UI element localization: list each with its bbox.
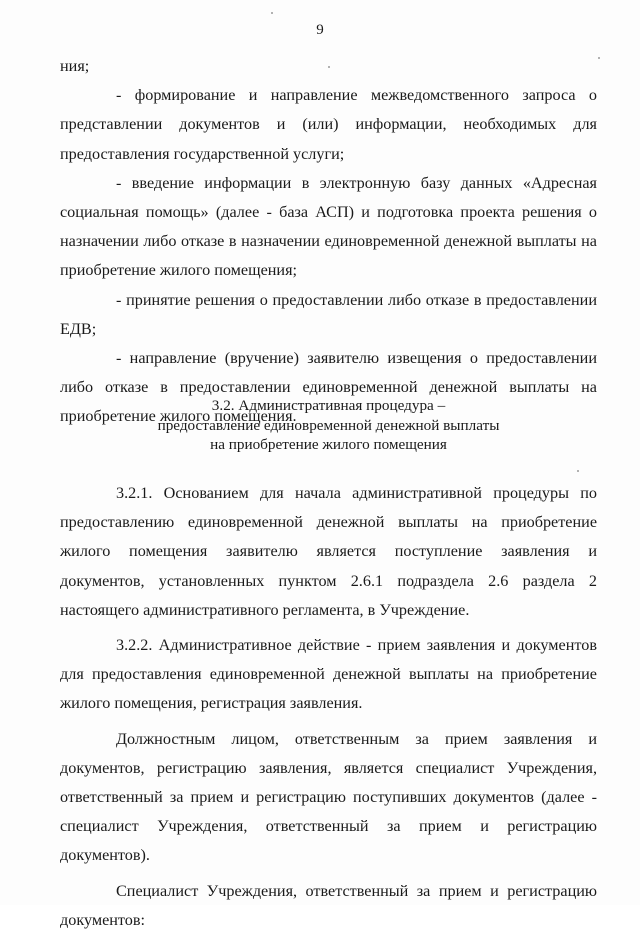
paragraph: ния; (60, 57, 90, 75)
paragraph: - формирование и направление межведомственного запроса о представлении документов и (или) информации, необходимых для предоставления государственной услуги; (60, 86, 597, 163)
section-heading-line: предоставление единовременной денежной выплаты (157, 416, 500, 434)
paragraph: 3.2.2. Административное действие - прием заявления и документов для предоставления единовременной денежной выплаты на приобретение жилого помещения, регистрация заявления. (60, 636, 597, 713)
bottom-text-block (60, 479, 597, 935)
paragraph: - принятие решения о предоставлении либо отказе в предоставлении ЕДВ; (60, 290, 597, 338)
section-heading-line: 3.2. Административная процедура – (211, 397, 446, 414)
scan-speck (328, 66, 330, 68)
scan-speck (271, 12, 273, 14)
section-heading (60, 396, 597, 455)
scan-speck (577, 470, 579, 472)
paragraph: Должностным лицом, ответственным за прием заявления и документов, регистрацию заявления, является специалист Учреждения, ответственный за прием и регистрацию поступивших документов (далее - специалист Учреждения, ответственный за прием и регистрацию документов). (60, 729, 597, 865)
paragraph: - введение информации в электронную базу данных «Адресная социальная помощь» (далее - база АСП) и подготовка проекта решения о назначении либо отказе в назначении единовременной денежной выплаты на приобретение жилого помещения; (60, 173, 597, 280)
paragraph: 3.2.1. Основанием для начала административной процедуры по предоставлению единовременной денежной выплаты на приобретение жилого помещения заявителю является поступление заявления и документов, установленных пунктом 2.6.1 подраздела 2.6 раздела 2 настоящего административного регламента, в Учреждение. (60, 484, 597, 619)
section-heading-line: на приобретение жилого помещения (210, 436, 447, 453)
paragraph: - направление (вручение) заявителю извещения о предоставлении либо отказе в предоставлении единовременной денежной выплаты на приобретение жилого помещения. (60, 349, 597, 426)
top-text-block (60, 52, 597, 432)
paragraph: Специалист Учреждения, ответственный за прием и регистрацию документов: (60, 881, 597, 929)
scan-speck (598, 57, 600, 59)
page-number: 9 (316, 22, 324, 38)
